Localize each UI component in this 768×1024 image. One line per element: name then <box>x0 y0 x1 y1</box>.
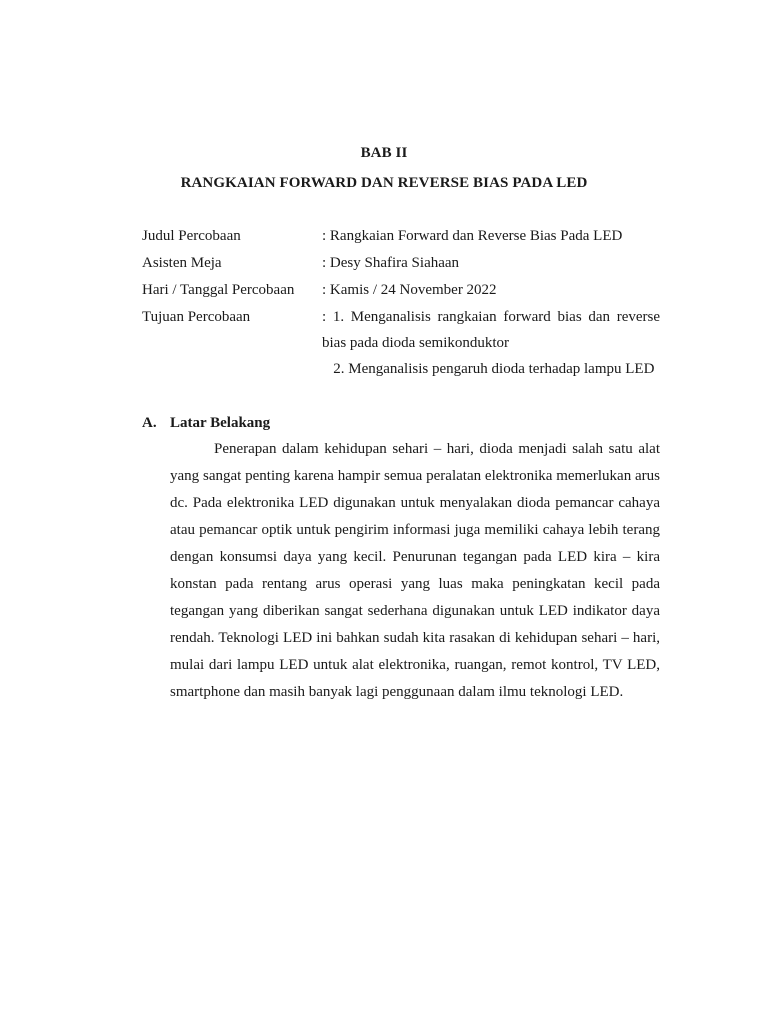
paragraph-line: Penerapan dalam kehidupan sehari – hari, dioda menjadi salah satu alat <box>214 441 660 457</box>
meta-value-tujuan-line2: bias pada dioda semikonduktor <box>322 335 510 351</box>
meta-value-asisten: : Desy Shafira Siahaan <box>322 255 460 271</box>
paragraph-line: dc. Pada elektronika LED digunakan untuk menyalakan dioda pemancar cahaya <box>170 495 660 511</box>
section-letter: A. <box>142 415 157 431</box>
meta-label-tujuan: Tujuan Percobaan <box>142 309 251 325</box>
meta-label-judul: Judul Percobaan <box>142 228 241 244</box>
paragraph-line: mulai dari lampu LED untuk alat elektronika, ruangan, remot kontrol, TV LED, <box>170 657 660 673</box>
chapter-title: RANGKAIAN FORWARD DAN REVERSE BIAS PADA LED <box>180 175 588 191</box>
meta-value-judul: : Rangkaian Forward dan Reverse Bias Pada LED <box>322 228 623 244</box>
paragraph-line: dengan konsumsi daya yang kecil. Penurunan tegangan pada LED kira – kira <box>170 549 660 565</box>
paragraph-line: tegangan yang diberikan sangat sederhana digunakan untuk LED indikator daya <box>170 603 660 619</box>
meta-value-tanggal: : Kamis / 24 November 2022 <box>322 282 497 298</box>
paragraph-line: atau pemancar optik untuk pengirim informasi juga memiliki cahaya lebih terang <box>170 522 660 538</box>
chapter-number: BAB II <box>360 145 408 161</box>
section-title: Latar Belakang <box>170 415 271 431</box>
meta-value-tujuan-line3: 2. Menganalisis pengaruh dioda terhadap lampu LED <box>322 361 655 377</box>
paragraph-line: rendah. Teknologi LED ini bahkan sudah kita rasakan di kehidupan sehari – hari, <box>170 630 660 646</box>
paragraph-line: konstan pada rentang arus operasi yang luas maka peningkatan kecil pada <box>170 576 660 592</box>
paragraph-line: smartphone dan masih banyak lagi penggunaan dalam ilmu teknologi LED. <box>170 684 624 700</box>
meta-value-tujuan-line1: : 1. Menganalisis rangkaian forward bias dan reverse <box>322 309 660 325</box>
meta-label-asisten: Asisten Meja <box>142 255 222 271</box>
paragraph-line: yang sangat penting karena hampir semua peralatan elektronika memerlukan arus <box>170 468 660 484</box>
meta-label-tanggal: Hari / Tanggal Percobaan <box>142 282 295 298</box>
